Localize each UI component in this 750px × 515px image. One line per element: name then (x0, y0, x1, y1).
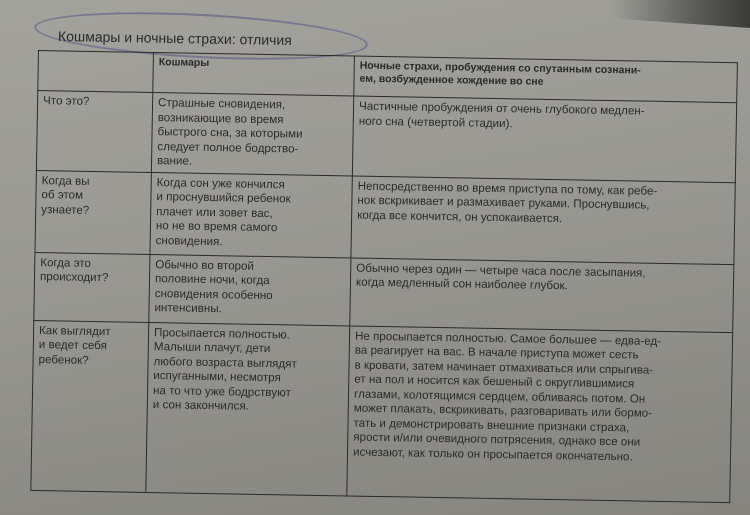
night-terrors-cell: Обычно через один — четыре часа после засыпания, когда медленный сон наиболее глубок. (350, 257, 734, 332)
nightmares-cell: Обычно во второй половине ночи, когда сновидения особенно интенсивны. (149, 254, 351, 325)
row-question: Когда это происходит? (34, 252, 150, 322)
row-question: Когда вы об этом узнаете? (35, 170, 151, 254)
row-question: Что это? (36, 91, 152, 172)
night-terrors-cell: Не просыпается полностью. Самое большее — едва-ед- ва реагирует на вас. В начале приступа может сесть в кровати, затем начинает отмахиваться или спрыгива- ет на пол и носится как бешеный с округлившимися глазами, колотящимся сердцем, обливаясь потом. Он может плакать, вскрикивать, разговаривать или бормо- тать и демонстрировать внешние признаки страха, ярости и/или очевидного потрясения, однако все они исчезают, как только он просыпается окончательно. (347, 325, 733, 502)
nightmares-cell: Когда сон уже кончился и проснувшийся ребенок плачет или зовет вас, но не во время самого сновидения. (150, 172, 352, 257)
table-title: Кошмары и ночные страхи: отличия (57, 28, 292, 49)
night-terrors-cell: Частичные пробуждения от очень глубокого медлен- ного сна (четвертой стадии). (352, 96, 736, 182)
header-empty (38, 51, 154, 93)
table-row (35, 170, 735, 264)
table-row (31, 320, 733, 502)
night-terrors-cell: Непосредственно во время приступа по тому, как ребе- нок вскрикивает и размахивает руками. Проснувшись, когда все кончится, он успокаивается. (351, 176, 735, 265)
comparison-table (30, 50, 738, 503)
header-night-terrors: Ночные страхи, пробуждения со спутанным сознани- ем, возбужденное хождение во сне (354, 56, 738, 103)
table-row (34, 252, 734, 332)
table-row (36, 91, 736, 183)
nightmares-cell: Страшные сновидения, возникающие во время быстрого сна, за которыми следует полное бодрство- вание. (151, 93, 353, 176)
row-question: Как выглядит и ведет себя ребенок? (31, 320, 149, 492)
header-nightmares: Кошмары (153, 53, 355, 97)
book-edge (610, 0, 750, 28)
nightmares-cell: Просыпается полностью. Малыши плачут, дети любого возраста выглядят испуганными, несмотря на то что уже бодрствуют и сон закончился. (146, 322, 350, 495)
